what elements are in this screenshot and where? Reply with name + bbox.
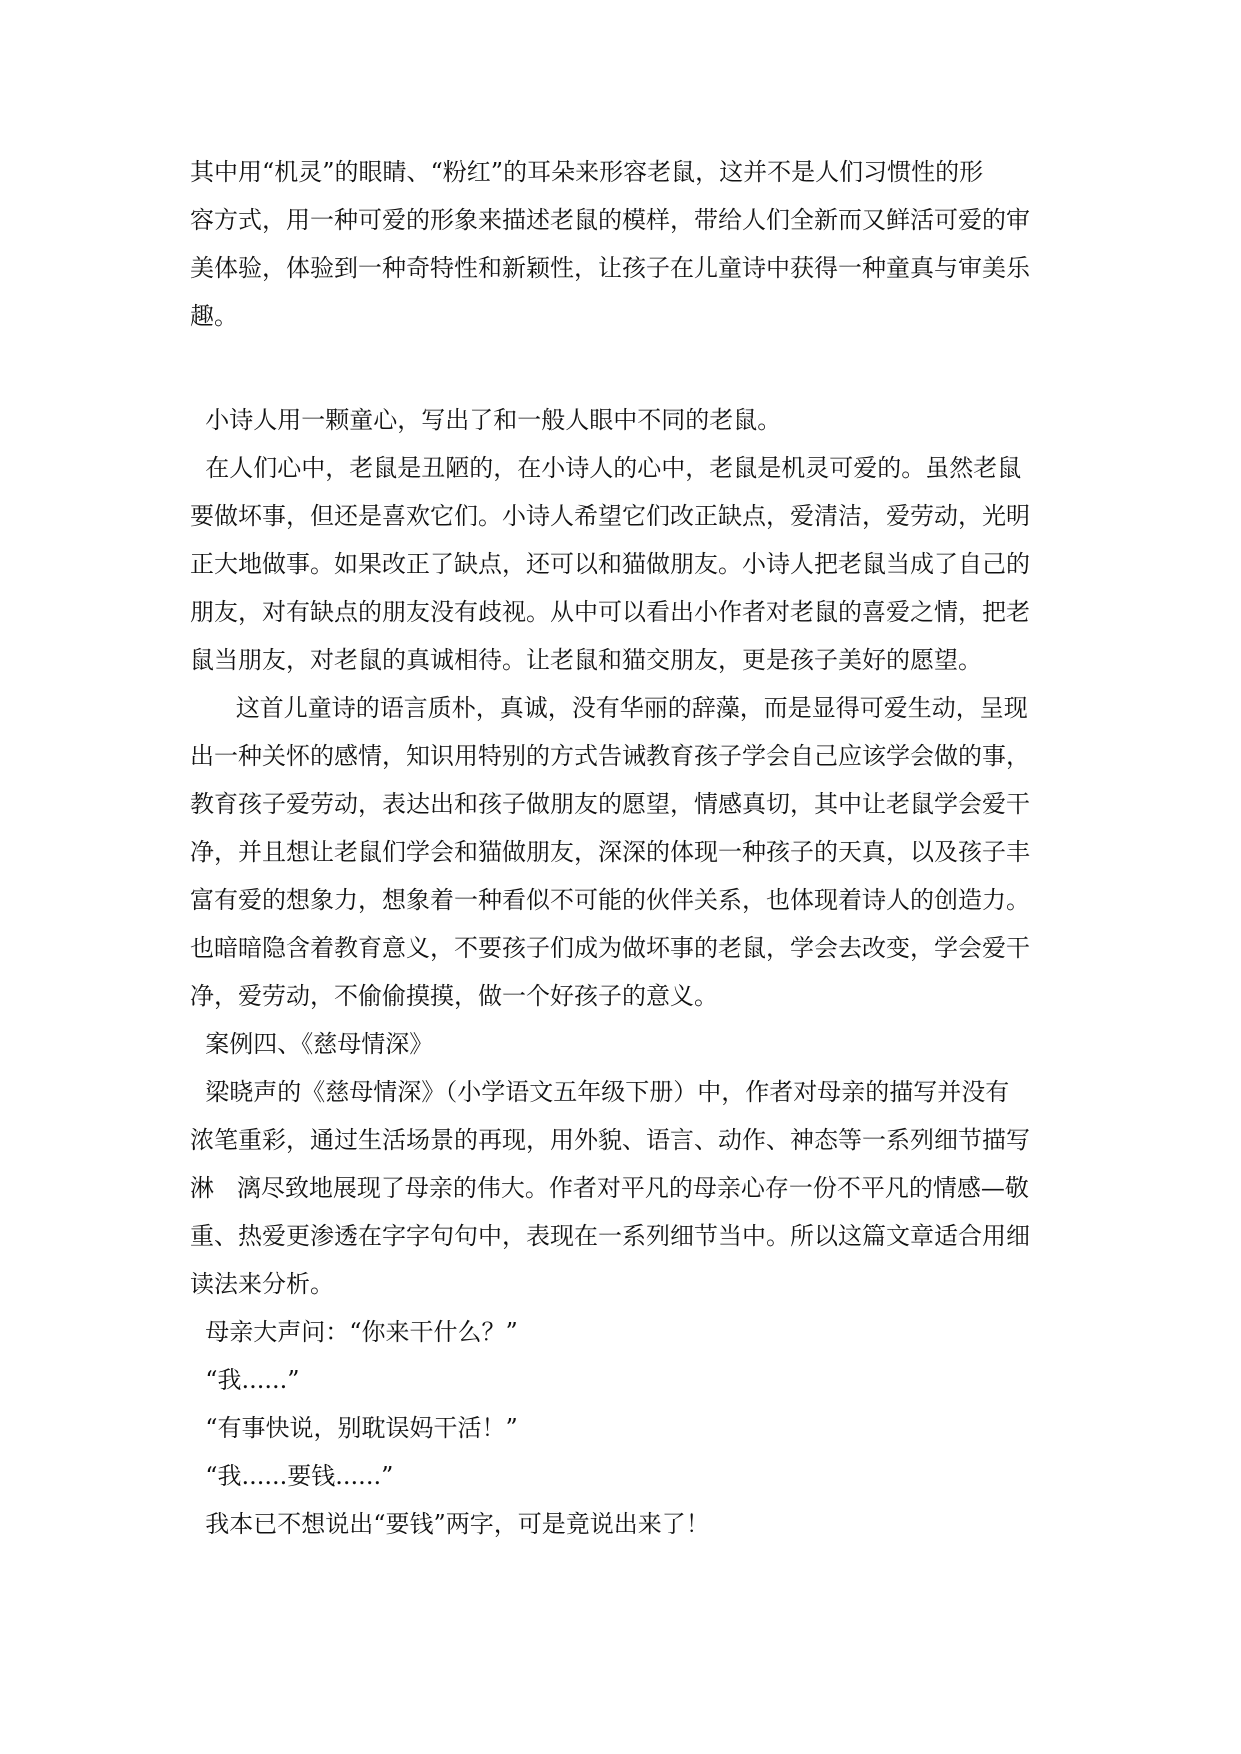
text-line: 淋 漓尽致地展现了母亲的伟大。作者对平凡的母亲心存一份不平凡的情感—敬: [190, 1174, 1029, 1202]
text-line: 趣。: [190, 302, 238, 330]
dialogue-line: “我......要钱......”: [190, 1462, 394, 1490]
text-line: 教育孩子爱劳动，表达出和孩子做朋友的愿望，情感真切，其中让老鼠学会爱干: [190, 790, 1030, 818]
text-line: 容方式，用一种可爱的形象来描述老鼠的模样，带给人们全新而又鲜活可爱的审: [190, 206, 1030, 234]
text-line: 正大地做事。如果改正了缺点，还可以和猫做朋友。小诗人把老鼠当成了自己的: [190, 550, 1030, 578]
dialogue-line: “有事快说，别耽误妈干活！”: [190, 1414, 518, 1442]
text-line: 鼠当朋友，对老鼠的真诚相待。让老鼠和猫交朋友，更是孩子美好的愿望。: [190, 646, 982, 674]
text-line: 净，爱劳动，不偷偷摸摸，做一个好孩子的意义。: [190, 982, 718, 1010]
paragraph-poem-analysis: [190, 148, 1070, 340]
text-line: 这首儿童诗的语言质朴，真诚，没有华丽的辞藻，而是显得可爱生动，呈现: [190, 694, 1028, 722]
text-line: 出一种关怀的感情，知识用特别的方式告诫教育孩子学会自己应该学会做的事，: [190, 742, 1030, 770]
text-line: 净，并且想让老鼠们学会和猫做朋友，深深的体现一种孩子的天真，以及孩子丰: [190, 838, 1030, 866]
text-line: 读法来分析。: [190, 1270, 334, 1298]
text-line: 浓笔重彩，通过生活场景的再现，用外貌、语言、动作、神态等一系列细节描写: [190, 1126, 1030, 1154]
text-line: 我本已不想说出“要钱”两字，可是竟说出来了！: [190, 1510, 710, 1538]
text-line: 重、热爱更渗透在字字句句中，表现在一系列细节当中。所以这篇文章适合用细: [190, 1222, 1030, 1250]
text-line: 朋友，对有缺点的朋友没有歧视。从中可以看出小作者对老鼠的喜爱之情，把老: [190, 598, 1030, 626]
dialogue-line: 母亲大声问：“你来干什么？”: [190, 1318, 518, 1346]
text-line: 小诗人用一颗童心，写出了和一般人眼中不同的老鼠。: [190, 406, 782, 434]
text-line: 富有爱的想象力，想象着一种看似不可能的伙伴关系，也体现着诗人的创造力。: [190, 886, 1030, 914]
text-line: 要做坏事，但还是喜欢它们。小诗人希望它们改正缺点，爱清洁，爱劳动，光明: [190, 502, 1030, 530]
section-heading: 案例四、《慈母情深》: [190, 1030, 434, 1058]
text-line: 美体验，体验到一种奇特性和新颖性，让孩子在儿童诗中获得一种童真与审美乐: [190, 254, 1030, 282]
dialogue-line: “我......”: [190, 1366, 300, 1394]
body-text: [190, 396, 1070, 1548]
text-line: 梁晓声的《慈母情深》（小学语文五年级下册）中，作者对母亲的描写并没有: [190, 1078, 1010, 1106]
text-line: 在人们心中，老鼠是丑陋的，在小诗人的心中，老鼠是机灵可爱的。虽然老鼠: [190, 454, 1022, 482]
text-line: 其中用“机灵”的眼睛、“粉红”的耳朵来形容老鼠，这并不是人们习惯性的形: [190, 158, 984, 186]
text-line: 也暗暗隐含着教育意义，不要孩子们成为做坏事的老鼠，学会去改变，学会爱干: [190, 934, 1030, 962]
